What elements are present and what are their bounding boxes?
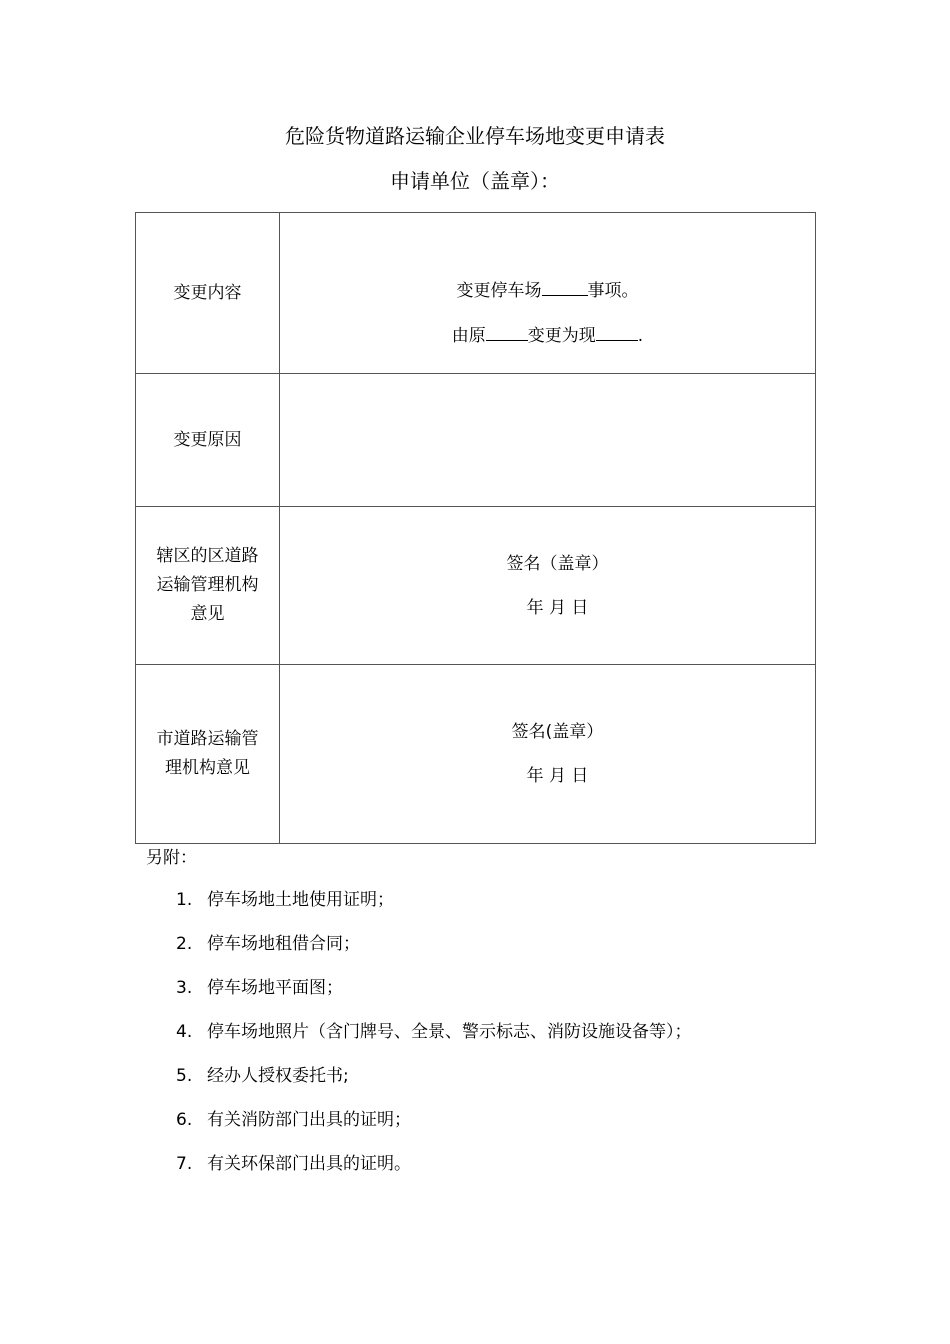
attachment-item: [176, 1064, 692, 1108]
attachment-item: [176, 1152, 692, 1196]
attachment-number: 3.: [176, 978, 193, 998]
application-form-table: [135, 212, 816, 844]
attachment-text: 停车场地平面图；: [207, 978, 343, 998]
attachment-text: 有关环保部门出具的证明。: [207, 1154, 411, 1174]
row-district-opinion: [136, 507, 816, 665]
label-change-reason: 变更原因: [136, 374, 280, 507]
attachment-number: 1.: [176, 890, 193, 910]
line1-prefix: 变更停车场: [456, 280, 542, 301]
attachment-number: 7.: [176, 1154, 193, 1174]
applicant-unit-label: 申请单位（盖章）：: [390, 169, 560, 193]
city-date-line: 年 月 日: [526, 766, 589, 786]
line1-suffix: 事项。: [587, 280, 639, 301]
change-content-line-1: [280, 277, 815, 303]
label-city-opinion: [136, 665, 280, 844]
attachment-number: 5.: [176, 1066, 193, 1086]
label-district-opinion: [136, 507, 280, 665]
attachment-item: [176, 976, 692, 1020]
row-change-content: [136, 213, 816, 374]
change-content-line-2: [280, 322, 815, 348]
city-signature-label: 签名(盖章）: [511, 722, 604, 742]
district-label-line-3: 意见: [190, 604, 225, 624]
district-date-line: 年 月 日: [526, 597, 589, 618]
attachment-item: [176, 1020, 692, 1064]
change-reason-cell[interactable]: [280, 374, 816, 507]
attachment-item: [176, 932, 692, 976]
attachments-heading: 另附：: [146, 848, 197, 868]
row-city-opinion: [136, 665, 816, 844]
row-change-reason: [136, 374, 816, 507]
line2-middle: 变更为现: [527, 325, 596, 346]
attachment-text: 有关消防部门出具的证明；: [207, 1110, 411, 1130]
line2-prefix: 由原: [451, 325, 486, 346]
city-label-line-1: 市道路运输管: [156, 729, 259, 749]
attachment-number: 6.: [176, 1110, 193, 1130]
city-label-line-2: 理机构意见: [165, 758, 250, 778]
blank-new[interactable]: [596, 322, 638, 341]
blank-matter[interactable]: [542, 277, 588, 296]
attachment-number: 2.: [176, 934, 193, 954]
attachments-list: [176, 888, 692, 1196]
blank-original[interactable]: [486, 322, 528, 341]
attachment-text: 停车场地土地使用证明；: [207, 890, 394, 910]
city-opinion-cell[interactable]: [280, 665, 816, 844]
district-label-line-2: 运输管理机构: [156, 575, 259, 595]
district-opinion-cell[interactable]: [280, 507, 816, 665]
attachment-item: [176, 888, 692, 932]
attachment-number: 4.: [176, 1022, 193, 1042]
line2-suffix: .: [637, 325, 644, 346]
attachment-text: 停车场地租借合同；: [207, 934, 360, 954]
attachment-item: [176, 1108, 692, 1152]
district-label-line-1: 辖区的区道路: [156, 546, 259, 566]
form-title: 危险货物道路运输企业停车场地变更申请表: [285, 124, 665, 148]
attachment-text: 经办人授权委托书;: [207, 1066, 349, 1086]
label-change-content: 变更内容: [136, 213, 280, 374]
district-signature-label: 签名（盖章）: [506, 553, 609, 574]
attachment-text: 停车场地照片（含门牌号、全景、警示标志、消防设施设备等）；: [207, 1022, 692, 1042]
change-content-cell[interactable]: [280, 213, 816, 374]
